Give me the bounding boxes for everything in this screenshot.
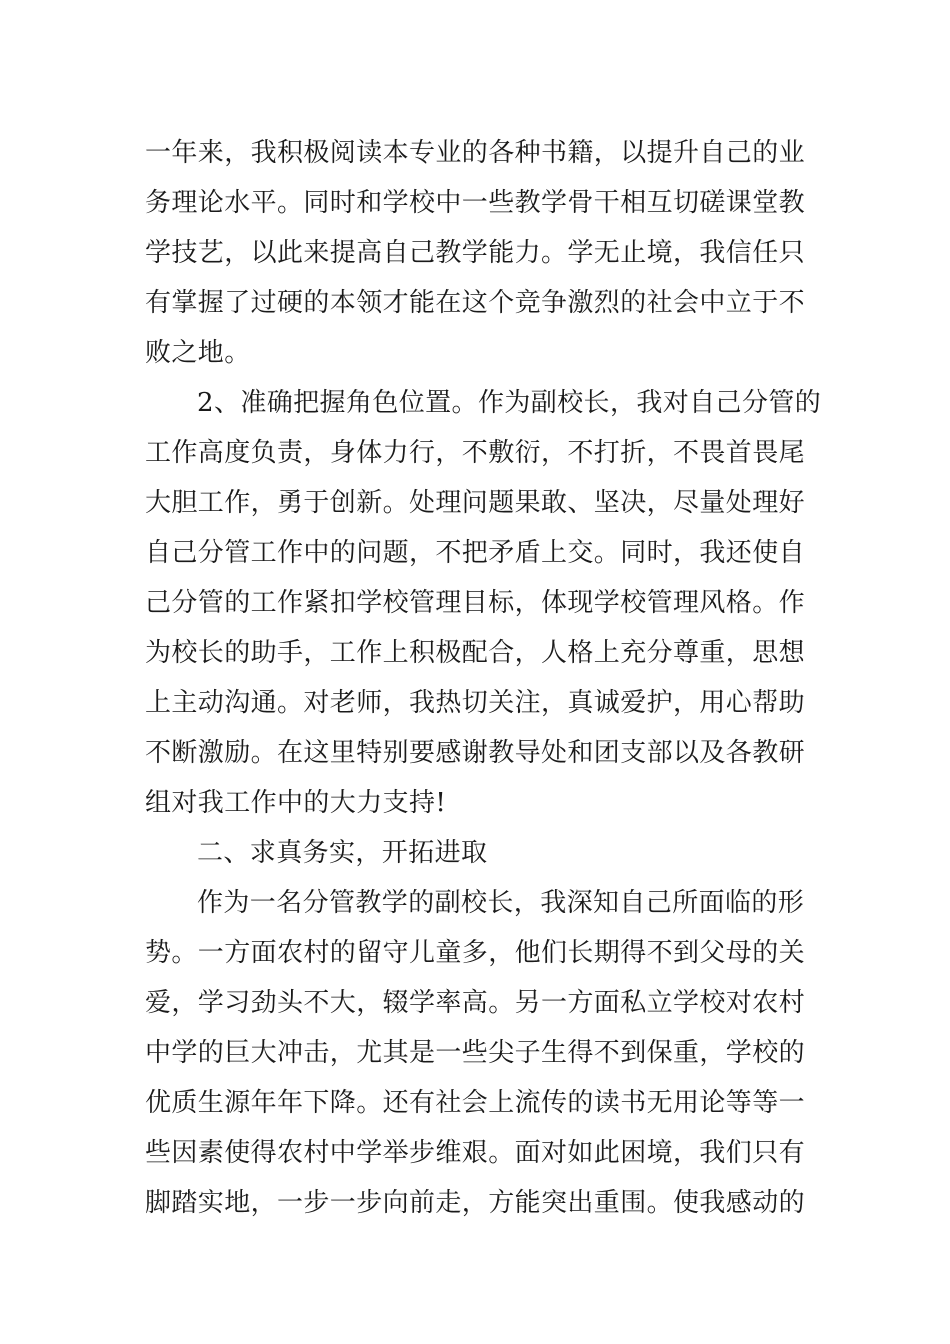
text-line: 为校长的助手，工作上积极配合，人格上充分尊重，思想 [145,638,806,668]
paragraph-heading: 2、准确把握角色位置。作为副校长，我对自己分管的 [197,388,822,418]
text-line: 有掌握了过硬的本领才能在这个竞争激烈的社会中立于不 [145,288,806,318]
text-line: 爱，学习劲头不大，辍学率高。另一方面私立学校对农村 [145,988,806,1018]
text-line: 组对我工作中的大力支持! [145,788,447,818]
text-line: 作为一名分管教学的副校长，我深知自己所面临的形 [197,888,805,918]
section-heading: 二、求真务实，开拓进取 [197,838,488,868]
text-line: 败之地。 [145,338,251,368]
text-line: 大胆工作，勇于创新。处理问题果敢、坚决，尽量处理好 [145,488,806,518]
text-line: 优质生源年年下降。还有社会上流传的读书无用论等等一 [145,1088,806,1118]
text-line: 工作高度负责，身体力行，不敷衍，不打折，不畏首畏尾 [145,438,806,468]
text-line: 自己分管工作中的问题，不把矛盾上交。同时，我还使自 [145,538,806,568]
text-line: 务理论水平。同时和学校中一些教学骨干相互切磋课堂教 [145,188,806,218]
text-line: 上主动沟通。对老师，我热切关注，真诚爱护，用心帮助 [145,688,806,718]
text-line: 己分管的工作紧扣学校管理目标，体现学校管理风格。作 [145,588,806,618]
text-line: 些因素使得农村中学举步维艰。面对如此困境，我们只有 [145,1138,806,1168]
text-line: 一年来，我积极阅读本专业的各种书籍，以提升自己的业 [145,138,806,168]
text-line: 不断激励。在这里特别要感谢教导处和团支部以及各教研 [145,738,806,768]
text-line: 脚踏实地，一步一步向前走，方能突出重围。使我感动的 [145,1188,806,1218]
text-line: 学技艺，以此来提高自己教学能力。学无止境，我信任只 [145,238,806,268]
text-line: 中学的巨大冲击，尤其是一些尖子生得不到保重，学校的 [145,1038,806,1068]
text-line: 势。一方面农村的留守儿童多，他们长期得不到父母的关 [145,938,806,968]
